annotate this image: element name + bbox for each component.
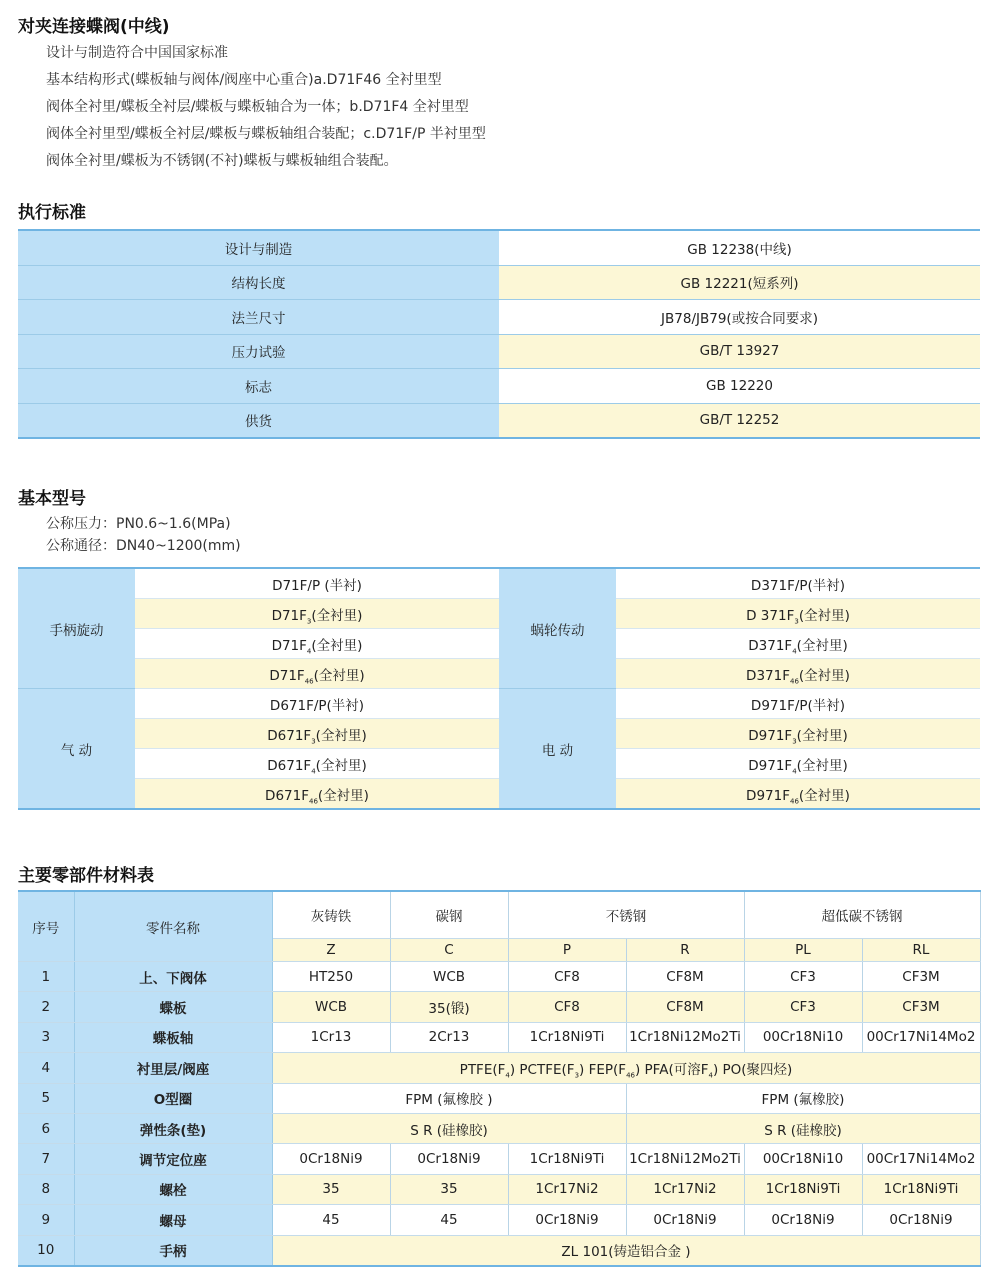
part-name: O型圈 [74,1083,272,1113]
model-code: D71F [271,637,307,654]
model-subscript: 3 [792,737,797,746]
model-subscript: 3 [306,617,312,626]
material-text: ) PCTFE(F [509,1061,575,1078]
header-code: Z [272,939,390,962]
table-row [18,300,980,335]
header-part-name: 零件名称 [74,891,272,962]
material-cell: S R (硅橡胶) [272,1113,626,1143]
material-text: PTFE(F [459,1061,506,1078]
model-lining: (全衬里) [313,667,365,684]
material-cell: S R (硅橡胶) [626,1113,980,1143]
model-lining: (全衬里) [311,607,363,624]
model-lining: (全衬里) [796,757,848,774]
material-cell: CF8M [626,992,744,1022]
standard-label: 设计与制造 [18,230,499,265]
material-cell: 2Cr13 [390,1022,508,1052]
material-cell: FPM (氟橡胶 ) [272,1083,626,1113]
part-name: 螺母 [74,1205,272,1235]
model-code: D671F/P(半衬) [269,697,365,714]
model-code: D371F/P(半衬) [750,577,846,594]
header-group: 不锈钢 [508,891,744,939]
table-row [18,369,980,404]
row-number: 7 [18,1144,74,1174]
model-cell [135,749,499,779]
table-header-row [18,891,980,939]
standard-value: GB/T 13927 [499,334,980,369]
model-lining: (全衬里) [798,667,850,684]
material-subscript: 4 [505,1071,510,1080]
header-code: R [626,939,744,962]
part-name: 上、下阀体 [74,962,272,992]
material-cell: 00Cr18Ni10 [744,1144,862,1174]
model-code: D71F/P (半衬) [272,577,362,594]
material-subscript: 4 [708,1071,713,1080]
table-row [18,992,980,1022]
drive-type-label: 气 动 [18,689,135,810]
model-cell [616,629,980,659]
model-subscript: 4 [792,767,797,776]
table-row [18,1113,980,1143]
section-title-models: 基本型号 [18,489,86,509]
material-cell: 0Cr18Ni9 [626,1205,744,1235]
material-cell: 35(锻) [390,992,508,1022]
material-text: ) FEP(F [579,1061,627,1078]
material-subscript: 3 [574,1071,580,1080]
table-row [18,1174,980,1204]
material-cell: 1Cr18Ni9Ti [508,1144,626,1174]
part-name: 蝶板轴 [74,1022,272,1052]
table-row [18,568,980,599]
row-number: 8 [18,1174,74,1204]
material-cell: 00Cr17Ni14Mo2 [862,1022,980,1052]
model-code: D671F [265,787,309,804]
model-cell [616,689,980,719]
row-number: 5 [18,1083,74,1113]
row-number: 1 [18,962,74,992]
intro-line: 阀体全衬里/蝶板全衬层/蝶板与蝶板轴合为一体；b.D71F4 全衬里型 [46,99,469,115]
model-subscript: 3 [311,737,316,746]
standard-value: JB78/JB79(或按合同要求) [499,300,980,335]
model-cell [616,599,980,629]
model-subscript: 46 [789,797,799,806]
material-cell: 0Cr18Ni9 [508,1205,626,1235]
material-cell: CF3M [862,992,980,1022]
model-cell [616,659,980,689]
model-lining: (全衬里) [798,607,850,624]
model-code: D371F [748,637,793,654]
header-code: PL [744,939,862,962]
model-cell [616,779,980,810]
table-row [18,1144,980,1174]
model-lining: (全衬里) [796,637,848,654]
intro-line: 基本结构形式(蝶板轴与阀体/阀座中心重合)a.D71F46 全衬里型 [46,72,442,88]
material-cell: 45 [390,1205,508,1235]
material-cell: CF8 [508,992,626,1022]
standard-value: GB/T 12252 [499,403,980,438]
model-subscript: 46 [308,797,318,806]
section-title-materials: 主要零部件材料表 [18,866,154,886]
standard-value: GB 12220 [499,369,980,404]
drive-type-label: 手柄旋动 [18,568,135,689]
table-row [18,689,980,719]
row-number: 4 [18,1053,74,1083]
section-title-intro: 对夹连接蝶阀(中线) [18,17,170,37]
material-cell: 35 [390,1174,508,1204]
standard-label: 压力试验 [18,334,499,369]
model-lining: (全衬里) [315,727,367,744]
model-code: D 371F [746,607,795,624]
model-subscript: 46 [789,677,799,686]
material-cell: 1Cr18Ni9Ti [862,1174,980,1204]
table-row [18,1205,980,1235]
table-row [18,265,980,300]
standard-label: 标志 [18,369,499,404]
material-cell: CF8M [626,962,744,992]
model-cell [135,568,499,599]
table-row [18,334,980,369]
header-code: RL [862,939,980,962]
model-code: D71F [271,607,307,624]
part-name: 螺栓 [74,1174,272,1204]
nominal-diameter: 公称通径：DN40~1200(mm) [46,538,241,554]
row-number: 3 [18,1022,74,1052]
part-name: 弹性条(垫) [74,1113,272,1143]
part-name: 手柄 [74,1235,272,1266]
material-cell: 00Cr18Ni10 [744,1022,862,1052]
material-cell-lining [272,1053,980,1083]
material-cell: 35 [272,1174,390,1204]
model-cell [135,659,499,689]
drive-type-label: 蜗轮传动 [499,568,616,689]
standard-value: GB 12238(中线) [499,230,980,265]
material-cell: CF3M [862,962,980,992]
model-lining: (全衬里) [798,787,850,804]
header-code: P [508,939,626,962]
table-row [18,1053,980,1083]
model-cell [135,689,499,719]
model-lining: (全衬里) [796,727,848,744]
material-text: ) PO(聚四烃) [712,1061,793,1078]
table-row [18,230,980,265]
material-cell: 0Cr18Ni9 [862,1205,980,1235]
part-name: 衬里层/阀座 [74,1053,272,1083]
table-row [18,1235,980,1266]
material-cell: 00Cr17Ni14Mo2 [862,1144,980,1174]
material-cell: 0Cr18Ni9 [390,1144,508,1174]
model-cell [135,779,499,810]
header-group: 碳钢 [390,891,508,939]
material-subscript: 46 [626,1071,635,1080]
material-cell: 1Cr17Ni2 [508,1174,626,1204]
model-subscript: 46 [304,677,314,686]
nominal-pressure: 公称压力：PN0.6~1.6(MPa) [46,516,231,532]
material-cell: 1Cr17Ni2 [626,1174,744,1204]
model-cell [616,568,980,599]
standard-label: 供货 [18,403,499,438]
drive-type-label: 电 动 [499,689,616,810]
row-number: 2 [18,992,74,1022]
model-cell [616,749,980,779]
material-cell: 45 [272,1205,390,1235]
table-row [18,1083,980,1113]
header-no: 序号 [18,891,74,962]
header-code: C [390,939,508,962]
models-table [18,567,980,810]
model-lining: (全衬里) [311,637,363,654]
row-number: 6 [18,1113,74,1143]
material-text: ) PFA(可溶F [634,1061,709,1078]
model-subscript: 4 [306,647,312,656]
material-cell: WCB [272,992,390,1022]
part-name: 蝶板 [74,992,272,1022]
model-code: D671F [267,757,312,774]
material-cell: 0Cr18Ni9 [272,1144,390,1174]
standard-label: 法兰尺寸 [18,300,499,335]
intro-line: 阀体全衬里/蝶板为不锈钢(不衬)蝶板与蝶板轴组合装配。 [46,153,398,169]
model-code: D971F/P(半衬) [750,697,846,714]
material-cell: CF8 [508,962,626,992]
model-code: D371F [746,667,790,684]
row-number: 10 [18,1235,74,1266]
material-cell: WCB [390,962,508,992]
material-cell: 1Cr18Ni9Ti [744,1174,862,1204]
model-cell [616,719,980,749]
material-cell: 1Cr18Ni12Mo2Ti [626,1144,744,1174]
section-title-standards: 执行标准 [18,203,86,223]
model-code: D671F [267,727,312,744]
model-cell [135,719,499,749]
model-code: D71F [269,667,305,684]
material-cell: FPM (氟橡胶) [626,1083,980,1113]
model-subscript: 4 [792,647,797,656]
row-number: 9 [18,1205,74,1235]
standard-label: 结构长度 [18,265,499,300]
material-cell: 1Cr18Ni12Mo2Ti [626,1022,744,1052]
model-code: D971F [746,787,790,804]
material-cell: 1Cr18Ni9Ti [508,1022,626,1052]
material-cell: 0Cr18Ni9 [744,1205,862,1235]
standards-table [18,229,980,439]
table-row [18,403,980,438]
material-cell: CF3 [744,992,862,1022]
header-group: 超低碳不锈钢 [744,891,980,939]
material-cell: CF3 [744,962,862,992]
model-code: D971F [748,757,793,774]
table-row [18,962,980,992]
material-cell: HT250 [272,962,390,992]
model-cell [135,599,499,629]
intro-line: 阀体全衬里型/蝶板全衬层/蝶板与蝶板轴组合装配；c.D71F/P 半衬里型 [46,126,486,142]
model-code: D971F [748,727,793,744]
model-subscript: 4 [311,767,316,776]
materials-table [18,890,981,1267]
intro-line: 设计与制造符合中国国家标准 [46,45,228,61]
part-name: 调节定位座 [74,1144,272,1174]
model-lining: (全衬里) [317,787,369,804]
model-lining: (全衬里) [315,757,367,774]
table-row [18,1022,980,1052]
model-subscript: 3 [794,617,799,626]
material-cell: ZL 101(铸造铝合金 ) [272,1235,980,1266]
material-cell: 1Cr13 [272,1022,390,1052]
header-group: 灰铸铁 [272,891,390,939]
model-cell [135,629,499,659]
standard-value: GB 12221(短系列) [499,265,980,300]
